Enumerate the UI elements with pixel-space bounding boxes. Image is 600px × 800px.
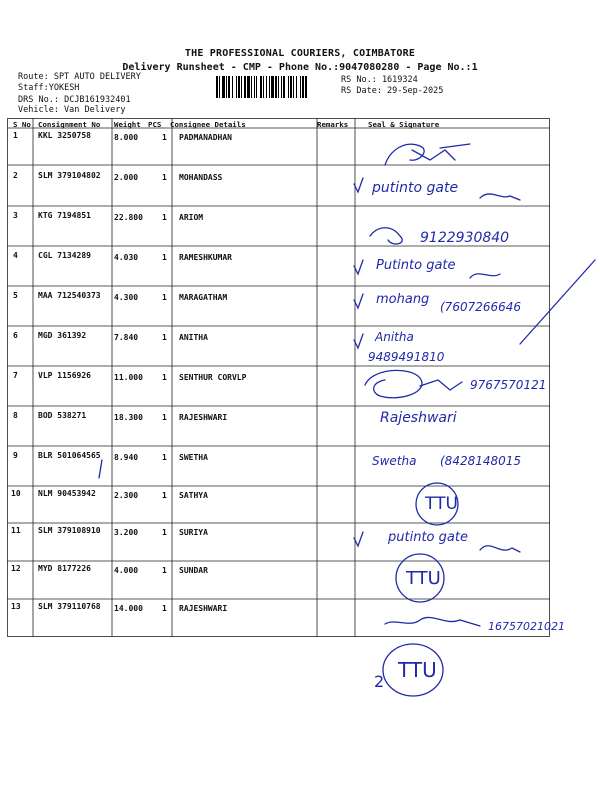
row-weight: 2.000 bbox=[114, 173, 139, 182]
row-sno: 3 bbox=[13, 211, 18, 220]
runsheet-title: Delivery Runsheet - CMP - Phone No.:9047080280 - Page No.:1 bbox=[122, 62, 478, 73]
footer-stamp-text: TTU bbox=[398, 658, 437, 682]
check-mark-row-4 bbox=[354, 260, 363, 274]
signature-row-2 bbox=[480, 194, 520, 200]
row-sno: 8 bbox=[13, 411, 18, 420]
drs-value: DCJB161932401 bbox=[64, 95, 131, 105]
row-pcs: 1 bbox=[162, 173, 167, 182]
row-weight: 4.030 bbox=[114, 253, 139, 262]
row-sno: 13 bbox=[11, 602, 21, 611]
row-consignment: KTG 7194851 bbox=[38, 211, 91, 220]
row-sno: 11 bbox=[11, 526, 21, 535]
signature-row-7 bbox=[365, 370, 462, 397]
row-consignment: MGD 361392 bbox=[38, 331, 87, 340]
staff-label: Staff: bbox=[18, 83, 49, 93]
row-consignee: RAJESHWARI bbox=[179, 604, 228, 613]
column-header-sno: S No bbox=[13, 120, 31, 129]
handwritten-phone-row-7: 9767570121 bbox=[470, 378, 547, 392]
row-pcs: 1 bbox=[162, 133, 167, 142]
handwritten-note-row-11: putinto gate bbox=[388, 530, 468, 545]
signature-row-4 bbox=[470, 274, 500, 278]
row-pcs: 1 bbox=[162, 373, 167, 382]
row-pcs: 1 bbox=[162, 491, 167, 500]
signature-row-3 bbox=[370, 228, 402, 244]
column-header-consignee: Consignee Details bbox=[170, 120, 246, 129]
row-weight: 4.000 bbox=[114, 566, 139, 575]
row-weight: 8.940 bbox=[114, 453, 139, 462]
company-name: THE PROFESSIONAL COURIERS, COIMBATORE bbox=[184, 48, 416, 59]
column-header-signature: Seal & Signature bbox=[368, 120, 440, 129]
row-sno: 12 bbox=[11, 564, 21, 573]
rs-number: RS No.: 1619324 bbox=[341, 75, 418, 85]
row-consignment: SLM 379104802 bbox=[38, 171, 101, 180]
diagonal-pen-stroke bbox=[520, 260, 595, 344]
footer-handwritten-number: 2 bbox=[374, 672, 385, 691]
row-weight: 11.000 bbox=[114, 373, 143, 382]
handwritten-note-row-2: putinto gate bbox=[372, 180, 459, 196]
row-consignee: ANITHA bbox=[179, 333, 208, 342]
row-sno: 10 bbox=[11, 489, 21, 498]
rs-date: RS Date: 29-Sep-2025 bbox=[341, 86, 444, 96]
check-mark-row-6 bbox=[354, 334, 363, 348]
row-sno: 6 bbox=[13, 331, 18, 340]
row-consignment: VLP 1156926 bbox=[38, 371, 91, 380]
row-sno: 7 bbox=[13, 371, 18, 380]
row-consignee: PADMANADHAN bbox=[179, 133, 232, 142]
row-pcs: 1 bbox=[162, 453, 167, 462]
row-consignee: RAJESHWARI bbox=[179, 413, 228, 422]
row-consignment: NLM 90453942 bbox=[38, 489, 96, 498]
row-consignment: BLR 501064565 bbox=[38, 451, 101, 460]
pen-tick-row-9 bbox=[99, 460, 102, 478]
row-weight: 7.840 bbox=[114, 333, 139, 342]
handwritten-phone-row-5: (7607266646 bbox=[440, 300, 522, 314]
column-header-remarks: Remarks bbox=[317, 120, 349, 129]
row-pcs: 1 bbox=[162, 528, 167, 537]
row-weight: 8.000 bbox=[114, 133, 139, 142]
row-consignee: SWETHA bbox=[179, 453, 208, 462]
row-sno: 5 bbox=[13, 291, 18, 300]
row-consignee: ARIOM bbox=[179, 213, 204, 222]
handwritten-name-row-6: Anitha bbox=[375, 330, 414, 344]
check-mark-row-2 bbox=[354, 178, 363, 192]
row-consignment: CGL 7134289 bbox=[38, 251, 91, 260]
handwritten-phone-row-3: 9122930840 bbox=[420, 230, 510, 246]
column-header-pcs: PCS bbox=[148, 120, 162, 129]
column-header-consignment: Consignment No bbox=[38, 120, 101, 129]
row-weight: 22.800 bbox=[114, 213, 143, 222]
stamp-text-row-10: TTU bbox=[425, 494, 458, 514]
row-weight: 2.300 bbox=[114, 491, 139, 500]
row-consignment: BOD 538271 bbox=[38, 411, 87, 420]
row-consignee: MARAGATHAM bbox=[179, 293, 228, 302]
staff-value: YOKESH bbox=[48, 83, 80, 93]
handwritten-phone-row-6: 9489491810 bbox=[368, 350, 445, 364]
row-consignee: RAMESHKUMAR bbox=[179, 253, 232, 262]
row-consignee: SUNDAR bbox=[179, 566, 208, 575]
check-mark-row-5 bbox=[354, 294, 363, 308]
drs-label: DRS No.: bbox=[18, 95, 59, 105]
handwritten-phone-row-13: 16757021021 bbox=[488, 620, 565, 633]
row-pcs: 1 bbox=[162, 413, 167, 422]
row-consignee: SURIYA bbox=[179, 528, 208, 537]
signature-row-13 bbox=[385, 617, 480, 626]
vehicle-label: Vehicle: Van Delivery bbox=[18, 105, 126, 115]
row-consignment: SLM 379108910 bbox=[38, 526, 101, 535]
row-weight: 14.000 bbox=[114, 604, 143, 613]
row-consignment: MAA 712540373 bbox=[38, 291, 101, 300]
row-weight: 18.300 bbox=[114, 413, 143, 422]
row-pcs: 1 bbox=[162, 604, 167, 613]
row-sno: 1 bbox=[13, 131, 18, 140]
handwritten-phone-row-9: (8428148015 bbox=[440, 454, 522, 468]
row-consignment: KKL 3250758 bbox=[38, 131, 91, 140]
row-weight: 3.200 bbox=[114, 528, 139, 537]
row-consignment: MYD 8177226 bbox=[38, 564, 91, 573]
row-pcs: 1 bbox=[162, 293, 167, 302]
signature-row-1 bbox=[385, 144, 470, 165]
row-sno: 4 bbox=[13, 251, 18, 260]
row-consignee: MOHANDASS bbox=[179, 173, 223, 182]
row-consignee: SATHYA bbox=[179, 491, 208, 500]
row-sno: 2 bbox=[13, 171, 18, 180]
handwritten-name-row-5: mohang bbox=[376, 292, 430, 307]
row-consignment: SLM 379110768 bbox=[38, 602, 101, 611]
signature-row-11 bbox=[480, 546, 520, 552]
route-label: Route: SPT AUTO DELIVERY bbox=[18, 72, 141, 82]
row-pcs: 1 bbox=[162, 566, 167, 575]
row-pcs: 1 bbox=[162, 333, 167, 342]
row-weight: 4.300 bbox=[114, 293, 139, 302]
handwritten-note-row-4: Putinto gate bbox=[376, 258, 456, 273]
handwritten-name-row-9: Swetha bbox=[372, 454, 417, 468]
row-consignee: SENTHUR CORVLP bbox=[179, 373, 247, 382]
column-header-weight: Weight bbox=[114, 120, 141, 129]
row-pcs: 1 bbox=[162, 253, 167, 262]
row-pcs: 1 bbox=[162, 213, 167, 222]
stamp-text-row-12: TTU bbox=[406, 568, 441, 589]
row-sno: 9 bbox=[13, 451, 18, 460]
handwritten-name-row-8: Rajeshwari bbox=[380, 410, 457, 426]
check-mark-row-11 bbox=[354, 532, 363, 546]
